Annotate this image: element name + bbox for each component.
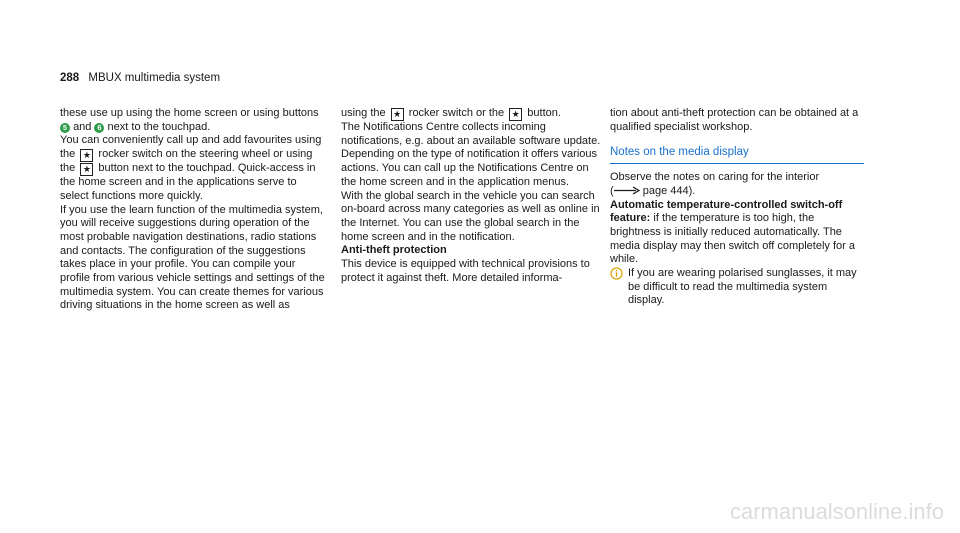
bold-label: Automatic temperature-controlled switch-off feature: [610,198,843,225]
paragraph: With the global search in the vehicle you can search on-board across many categories as well as online in the Internet. You can use the global search in the home screen and in the notification. [341,189,600,243]
star-key-icon: ★ [80,149,93,162]
paragraph [60,107,326,134]
text: these use up using the home screen or using buttons [60,107,319,119]
subheading [341,244,601,258]
text: using the [341,107,386,119]
star-key-icon: ★ [80,163,93,176]
paragraph: Observe the notes on caring for the interior ( page 444). [610,171,820,197]
callout-badge-5: 5 [60,123,70,133]
text: and [73,120,92,133]
page-header [60,72,220,84]
star-key-icon: ★ [391,108,404,121]
paragraph: The Notifications Centre collects incoming notifications, e.g. about an available software update. Depending on the type of notification it offers various actions. You can call up the Notifications Centre on the home screen and in the application menus. [341,121,601,188]
paragraph [610,199,864,268]
arrow-right-icon [614,186,640,195]
paragraph [341,107,601,121]
text: next to the touchpad. [107,120,211,133]
paragraph: If you use the learn function of the multimedia system, you will receive suggestions during operation of the most probable navigation destinations, radio stations and contacts. The configuration of the suggestions takes place in your profile. You can compile your profile from various vehicle settings and settings of the multimedia system. You can create themes for various driving situations in the home screen as well as [60,203,325,312]
text: button next to the touchpad. Quick-access in the home screen and in the applications serve to select functions more quickly. [60,162,316,202]
page-reference: page 444). [642,184,696,197]
text: if the temperature is too high, the brightness is initially reduced automatically. The media display may then switch off completely for a while. [610,212,855,266]
subheading-text: Anti-theft protection [341,244,447,257]
page-number: 288 [60,72,80,84]
paragraph: This device is equipped with technical provisions to protect it against theft. More detailed informa- [341,258,590,284]
section-title: Notes on the media display [610,146,864,164]
column-left [60,107,326,313]
text: rocker switch on the steering wheel or using the [60,148,313,175]
text: Observe the notes on caring for the interior [610,171,820,184]
column-right [610,107,864,308]
star-key-icon: ★ [509,108,522,121]
note [610,267,864,308]
paragraph [60,134,326,203]
watermark: carmanualsonline.info [729,499,944,524]
column-middle [341,107,601,285]
paragraph: tion about anti-theft protection can be obtained at a qualified specialist workshop. [610,107,859,133]
page-title: MBUX multimedia system [88,72,221,84]
callout-badge-6: 6 [94,123,104,133]
text: button. [527,107,561,119]
note-text: If you are wearing polarised sunglasses, it may be difficult to read the multimedia system display. [628,267,857,307]
text: You can conveniently call up and add favourites using the [60,134,322,161]
text: rocker switch or the [408,107,505,119]
info-icon [610,267,623,280]
